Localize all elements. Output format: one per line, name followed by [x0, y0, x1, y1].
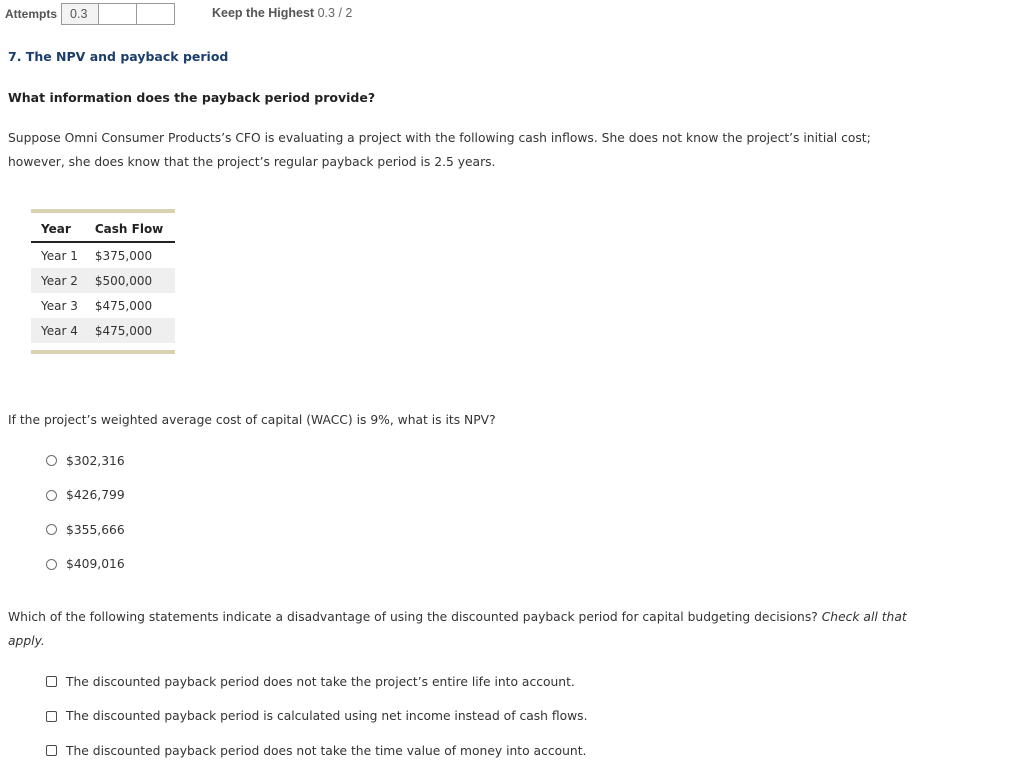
attempts-bar: [0, 2, 175, 26]
attempts-label: Attempts: [5, 7, 58, 21]
attempt-box-1: 0.3: [61, 3, 99, 25]
radio-button[interactable]: [46, 490, 57, 501]
option-label[interactable]: $426,799: [66, 488, 125, 502]
keep-highest-score: [212, 6, 352, 20]
option-label[interactable]: $409,016: [66, 557, 125, 571]
option-label[interactable]: The discounted payback period is calculated using net income instead of cash flows.: [66, 709, 588, 723]
npv-option-4[interactable]: [46, 556, 125, 573]
keep-highest-label: Keep the Highest: [212, 6, 315, 20]
cash-flow-cell: $475,000: [94, 298, 153, 313]
column-header-cash-flow: Cash Flow: [85, 213, 175, 242]
attempt-box-2: [99, 3, 137, 25]
score-value: 0.3 / 2: [317, 6, 353, 20]
year-cell: Year 2: [31, 268, 85, 293]
npv-option-1[interactable]: [46, 452, 125, 469]
checkbox[interactable]: [46, 711, 57, 722]
npv-option-3[interactable]: [46, 521, 125, 538]
disadvantage-option-1[interactable]: [46, 673, 588, 690]
disadvantage-question-text: Which of the following statements indicate a disadvantage of using the discounted payback period for capital budgeting decisions?: [8, 610, 818, 624]
table-header-row: [31, 213, 175, 242]
table-spacer-row: [31, 343, 175, 350]
option-label[interactable]: $355,666: [66, 522, 125, 537]
option-label[interactable]: $302,316: [66, 453, 125, 468]
cash-flow-table: [31, 209, 175, 354]
npv-question: If the project’s weighted average cost of capital (WACC) is 9%, what is its NPV?: [8, 413, 496, 427]
table-row: [31, 293, 175, 318]
disadvantage-option-2[interactable]: [46, 708, 588, 725]
check-all-instruction: Check all that apply.: [8, 610, 907, 648]
option-label[interactable]: The discounted payback period does not take the project’s entire life into account.: [66, 674, 575, 689]
attempt-box-3: [137, 3, 175, 25]
intro-text: Suppose Omni Consumer Products’s CFO is evaluating a project with the following cash inflows. She does not know the project’s initial cost; however, she does know that the project’s regular payback period is 2.5 years.: [8, 131, 871, 169]
disadvantage-question: [8, 605, 908, 653]
cash-flow-cell: $475,000: [85, 318, 175, 343]
checkbox[interactable]: [46, 745, 57, 756]
column-header-year: Year: [31, 213, 85, 242]
cash-flow-grid: [31, 213, 175, 350]
disadvantage-options: [46, 673, 588, 772]
table-bottom-rule: [31, 350, 175, 354]
option-label[interactable]: The discounted payback period does not take the time value of money into account.: [66, 743, 587, 758]
year-cell: Year 1: [41, 248, 78, 263]
table-row: [31, 242, 175, 268]
checkbox[interactable]: [46, 676, 57, 687]
radio-button[interactable]: [46, 559, 57, 570]
year-cell: Year 4: [31, 318, 85, 343]
npv-option-2[interactable]: [46, 487, 125, 504]
cash-flow-cell: $375,000: [94, 248, 153, 263]
year-cell: Year 3: [41, 298, 78, 313]
radio-button[interactable]: [46, 524, 57, 535]
radio-button[interactable]: [46, 455, 57, 466]
section-heading: What information does the payback period provide?: [8, 90, 376, 105]
table-row: [31, 268, 175, 293]
table-row: [31, 318, 175, 343]
npv-options: [46, 452, 125, 590]
cash-flow-cell: $500,000: [85, 268, 175, 293]
question-title: 7. The NPV and payback period: [8, 49, 229, 64]
disadvantage-option-3[interactable]: [46, 742, 588, 759]
